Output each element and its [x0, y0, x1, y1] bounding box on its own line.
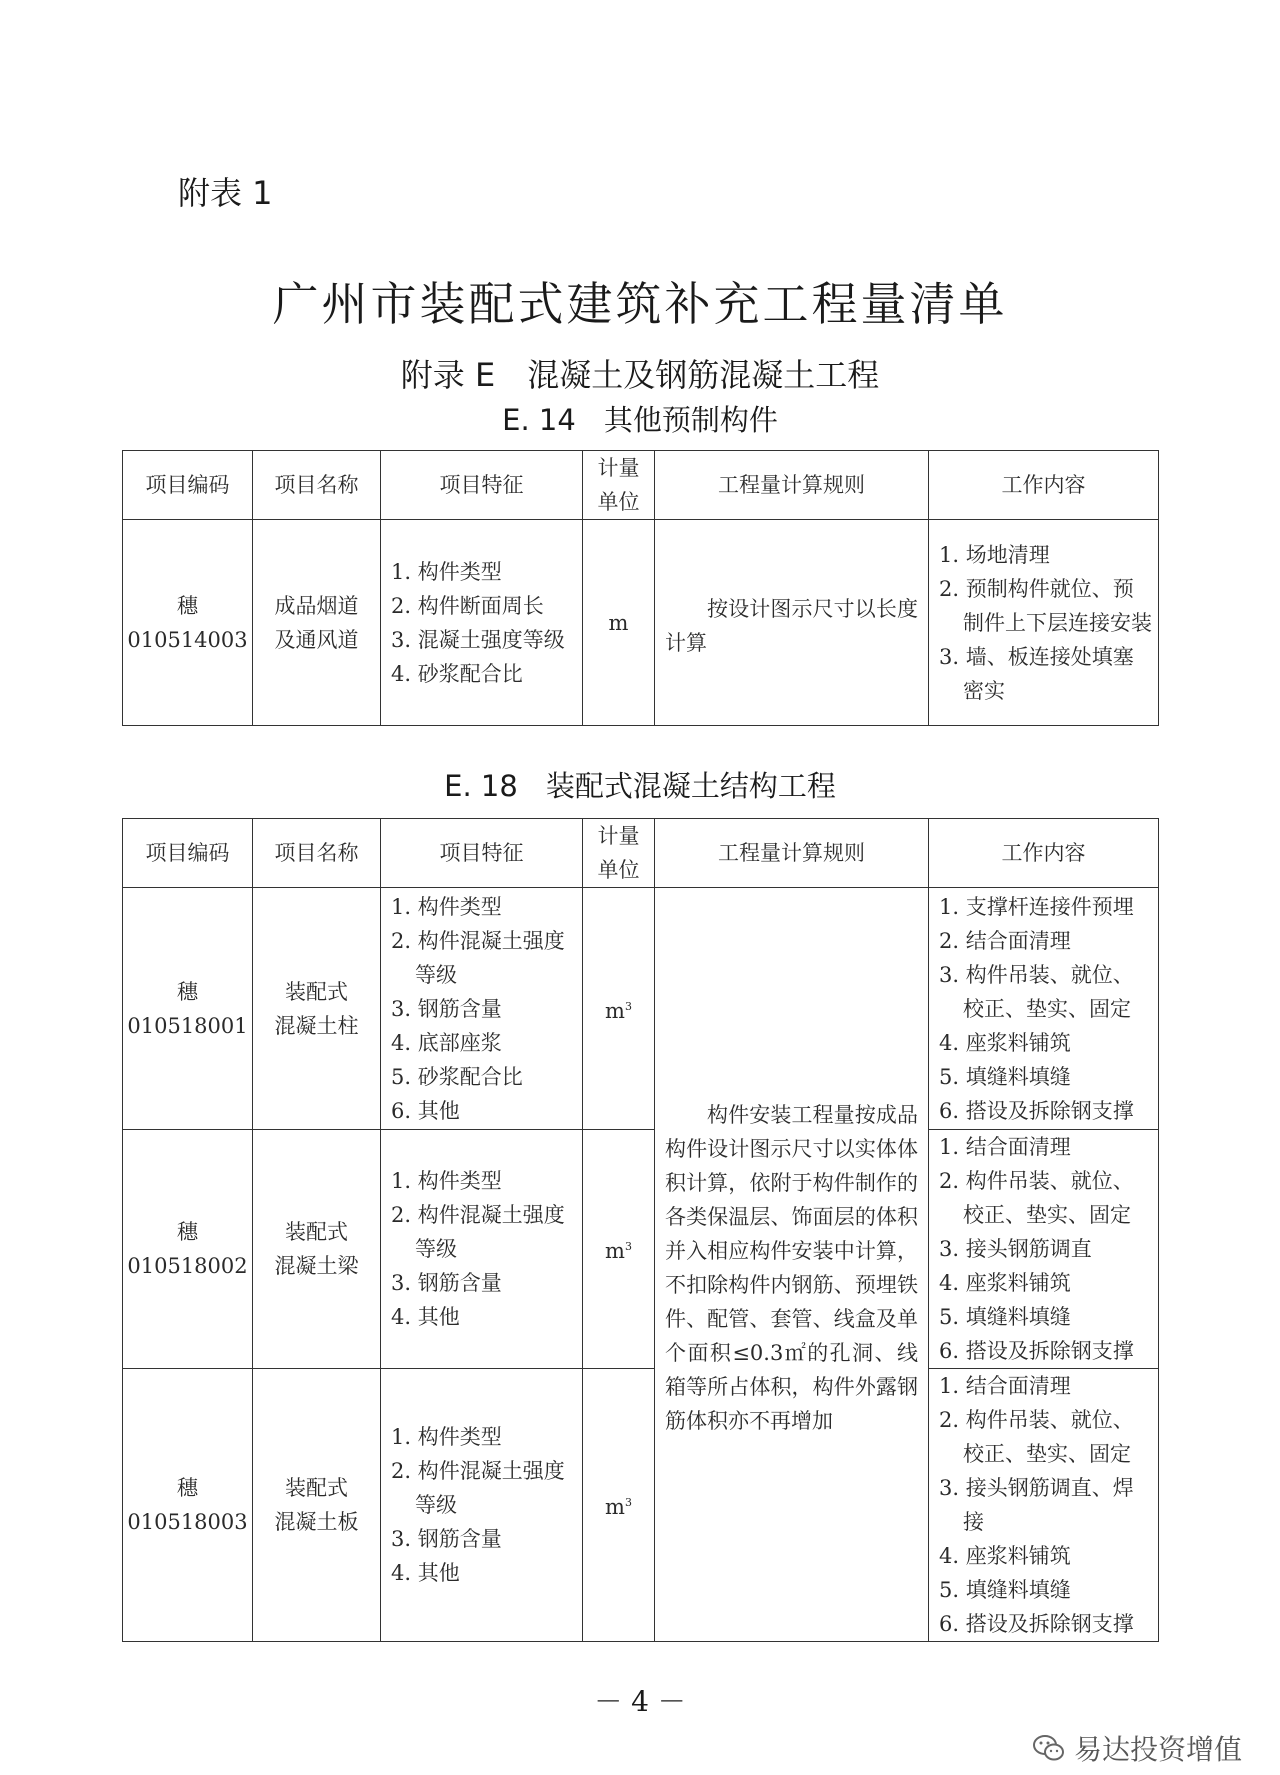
document-subtitle: 附录 E 混凝土及钢筋混凝土工程: [400, 356, 880, 394]
document-title: 广州市装配式建筑补充工程量清单: [272, 277, 1008, 331]
feature-line: 4. 其他: [391, 1305, 460, 1329]
header-code: 项目编码: [123, 819, 253, 888]
work-line: 4. 座浆料铺筑: [939, 1544, 1071, 1568]
table-e14-header-row: [123, 451, 1159, 520]
table-row: [123, 888, 1159, 1130]
item-code: 穗 010518003: [123, 1369, 253, 1642]
section-e18-title: [0, 764, 1280, 805]
work-line: 6. 搭设及拆除钢支撑: [939, 1098, 1134, 1123]
work-line: 6. 搭设及拆除钢支撑: [939, 1612, 1134, 1636]
item-rule: 按设计图示尺寸以长度计算: [655, 520, 929, 726]
item-name: 装配式 混凝土梁: [253, 1130, 381, 1369]
work-line: 4. 座浆料铺筑: [939, 1271, 1071, 1295]
feature-line: 2. 构件断面周长: [391, 593, 544, 618]
header-features: 项目特征: [381, 819, 583, 888]
section-e14-name: 其他预制构件: [603, 403, 778, 437]
work-line: 5. 填缝料填缝: [939, 1578, 1071, 1602]
section-e18-number: E. 18: [444, 769, 518, 803]
item-code: 穗 010514003: [123, 520, 253, 726]
feature-line: 6. 其他: [391, 1098, 460, 1123]
footer-brand: [1032, 1728, 1242, 1770]
header-name: 项目名称: [253, 819, 381, 888]
feature-line: 1. 构件类型: [391, 559, 502, 584]
header-rule: 工程量计算规则: [655, 451, 929, 520]
item-work: [929, 888, 1159, 1130]
header-unit: 计量 单位: [583, 819, 655, 888]
item-features: [381, 1369, 583, 1642]
work-line: 2. 结合面清理: [939, 928, 1071, 953]
feature-line: 1. 构件类型: [391, 894, 502, 919]
work-line: 2. 构件吊装、就位、校正、垫实、固定: [939, 1169, 1134, 1227]
section-e14-number: E. 14: [502, 403, 576, 437]
page-number: － 4 －: [594, 1685, 686, 1718]
work-line: 5. 填缝料填缝: [939, 1305, 1071, 1329]
item-work: [929, 1130, 1159, 1369]
feature-line: 4. 底部座浆: [391, 1030, 502, 1055]
header-work: 工作内容: [929, 819, 1159, 888]
wechat-icon: [1032, 1733, 1066, 1770]
table-row: [123, 520, 1159, 726]
footer-brand-text: 易达投资增值: [1073, 1733, 1242, 1766]
appendix-label: 附表 1: [178, 174, 273, 212]
feature-line: 2. 构件混凝土强度等级: [391, 928, 565, 987]
shared-rule: 构件安装工程量按成品构件设计图示尺寸以实体体积计算，依附于构件制作的各类保温层、饰面层的体积并入相应构件安装中计算，不扣除构件内钢筋、预埋铁件、配管、套管、线盒及单个面积≤0.3㎡的孔洞、线箱等所占体积，构件外露钢筋体积亦不再增加: [655, 888, 929, 1642]
item-name: 装配式 混凝土柱: [253, 888, 381, 1130]
header-code: 项目编码: [123, 451, 253, 520]
feature-line: 1. 构件类型: [391, 1169, 502, 1193]
work-line: 6. 搭设及拆除钢支撑: [939, 1339, 1134, 1363]
work-line: 3. 接头钢筋调直、焊接: [939, 1476, 1134, 1534]
item-name: 装配式 混凝土板: [253, 1369, 381, 1642]
feature-line: 4. 其他: [391, 1561, 460, 1585]
table-row: [123, 1369, 1159, 1642]
table-e18-header-row: [123, 819, 1159, 888]
item-features: [381, 888, 583, 1130]
feature-line: 3. 钢筋含量: [391, 996, 502, 1021]
header-name: 项目名称: [253, 451, 381, 520]
work-line: 4. 座浆料铺筑: [939, 1030, 1071, 1055]
feature-line: 3. 钢筋含量: [391, 1527, 502, 1551]
work-line: 5. 填缝料填缝: [939, 1064, 1071, 1089]
section-e18-name: 装配式混凝土结构工程: [545, 769, 836, 803]
work-line: 1. 支撑杆连接件预埋: [939, 894, 1134, 919]
item-features: [381, 520, 583, 726]
feature-line: 2. 构件混凝土强度等级: [391, 1459, 565, 1517]
work-line: 3. 接头钢筋调直: [939, 1237, 1092, 1261]
item-name: 成品烟道 及通风道: [253, 520, 381, 726]
table-e18: [122, 818, 1159, 1642]
table-row: [123, 1130, 1159, 1369]
feature-line: 4. 砂浆配合比: [391, 661, 523, 686]
item-unit: $m^3$: [583, 888, 655, 1130]
feature-line: 3. 混凝土强度等级: [391, 627, 565, 652]
item-work: [929, 1369, 1159, 1642]
header-features: 项目特征: [381, 451, 583, 520]
feature-line: 5. 砂浆配合比: [391, 1064, 523, 1089]
item-work: [929, 520, 1159, 726]
item-unit: $m^3$: [583, 1130, 655, 1369]
work-line: 3. 构件吊装、就位、校正、垫实、固定: [939, 962, 1134, 1021]
header-rule: 工程量计算规则: [655, 819, 929, 888]
work-line: 1. 结合面清理: [939, 1374, 1071, 1398]
feature-line: 3. 钢筋含量: [391, 1271, 502, 1295]
work-line: 2. 构件吊装、就位、校正、垫实、固定: [939, 1408, 1134, 1466]
section-e14-title: [0, 398, 1280, 439]
work-line: 2. 预制构件就位、预制件上下层连接安装: [939, 576, 1152, 635]
work-line: 1. 结合面清理: [939, 1135, 1071, 1159]
item-unit: $m^3$: [583, 1369, 655, 1642]
work-line: 1. 场地清理: [939, 542, 1050, 567]
work-line: 3. 墙、板连接处填塞密实: [939, 644, 1134, 703]
feature-line: 2. 构件混凝土强度等级: [391, 1203, 565, 1261]
item-features: [381, 1130, 583, 1369]
table-e14: [122, 450, 1159, 726]
header-unit: 计量 单位: [583, 451, 655, 520]
item-code: 穗 010518002: [123, 1130, 253, 1369]
header-work: 工作内容: [929, 451, 1159, 520]
item-unit: m: [583, 520, 655, 726]
item-code: 穗 010518001: [123, 888, 253, 1130]
feature-line: 1. 构件类型: [391, 1425, 502, 1449]
